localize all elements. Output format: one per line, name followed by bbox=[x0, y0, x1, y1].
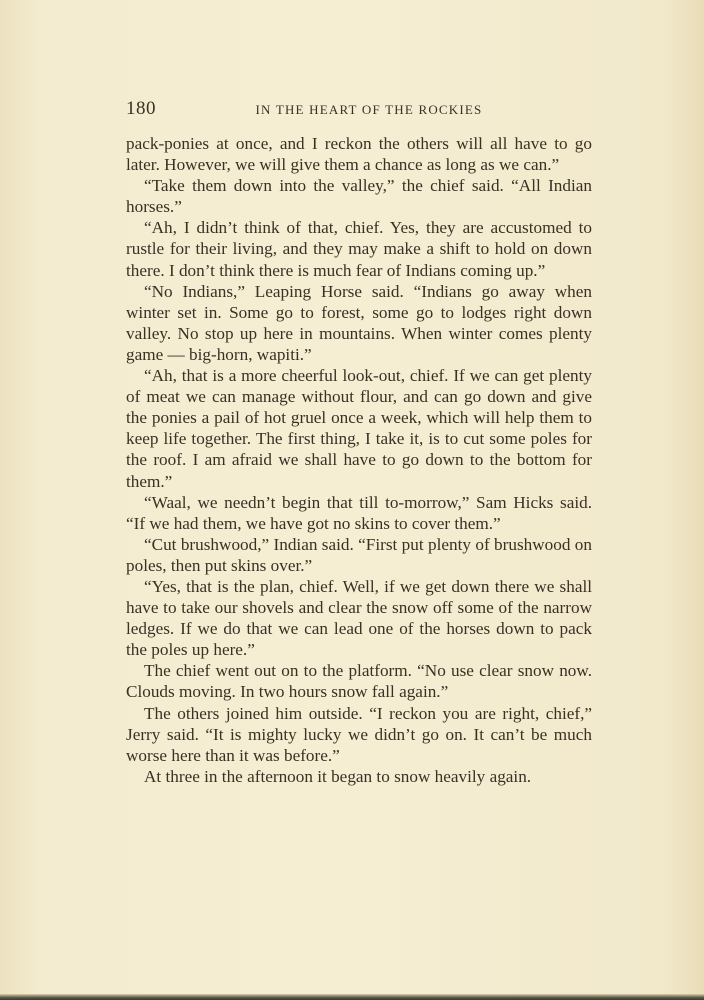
page-number: 180 bbox=[126, 98, 156, 119]
page-bottom-edge bbox=[0, 994, 704, 1000]
page-header bbox=[126, 98, 592, 120]
paragraph: “Ah, that is a more cheerful look-out, chief. If we can get plenty of meat we can manage without flour, and can go down and give the ponies a pail of hot gruel once a week, which will help them to keep life together. The first thing, I take it, is to cut some poles for the roof. I am afraid we shall have to go down to the bottom for them.” bbox=[126, 366, 592, 491]
paragraph: “Ah, I didn’t think of that, chief. Yes, they are accustomed to rustle for their living, and they may make a shift to hold on down there. I don’t think there is much fear of Indians coming up.” bbox=[126, 218, 592, 280]
paragraph: “Yes, that is the plan, chief. Well, if we get down there we shall have to take our shovels and clear the snow off some of the narrow ledges. If we do that we can lead one of the horses down to pack the poles up here.” bbox=[126, 576, 592, 660]
paragraph: “Cut brushwood,” Indian said. “First put plenty of brushwood on poles, then put skins over.” bbox=[126, 534, 592, 575]
paragraph: The chief went out on to the platform. “No use clear snow now. Clouds moving. In two hours snow fall again.” bbox=[126, 661, 592, 702]
running-head: IN THE HEART OF THE ROCKIES bbox=[255, 102, 483, 117]
paragraph: “No Indians,” Leaping Horse said. “Indians go away when winter set in. Some go to forest, some go to lodges right down valley. No stop up here in mountains. When winter comes plenty game — big-horn, wapiti.” bbox=[126, 281, 592, 364]
paragraph: “Waal, we needn’t begin that till to-morrow,” Sam Hicks said. “If we had them, we have got no skins to cover them.” bbox=[126, 492, 592, 533]
paragraph: pack-ponies at once, and I reckon the others will all have to go later. However, we will give them a chance as long as we can.” bbox=[126, 134, 592, 175]
paragraph: At three in the afternoon it began to snow heavily again. bbox=[144, 766, 532, 786]
paragraph: The others joined him outside. “I reckon you are right, chief,” Jerry said. “It is mighty lucky we didn’t go on. It can’t be much worse here than it was before.” bbox=[126, 703, 592, 765]
paragraph: “Take them down into the valley,” the chief said. “All Indian horses.” bbox=[126, 176, 592, 217]
body-text bbox=[126, 133, 592, 787]
